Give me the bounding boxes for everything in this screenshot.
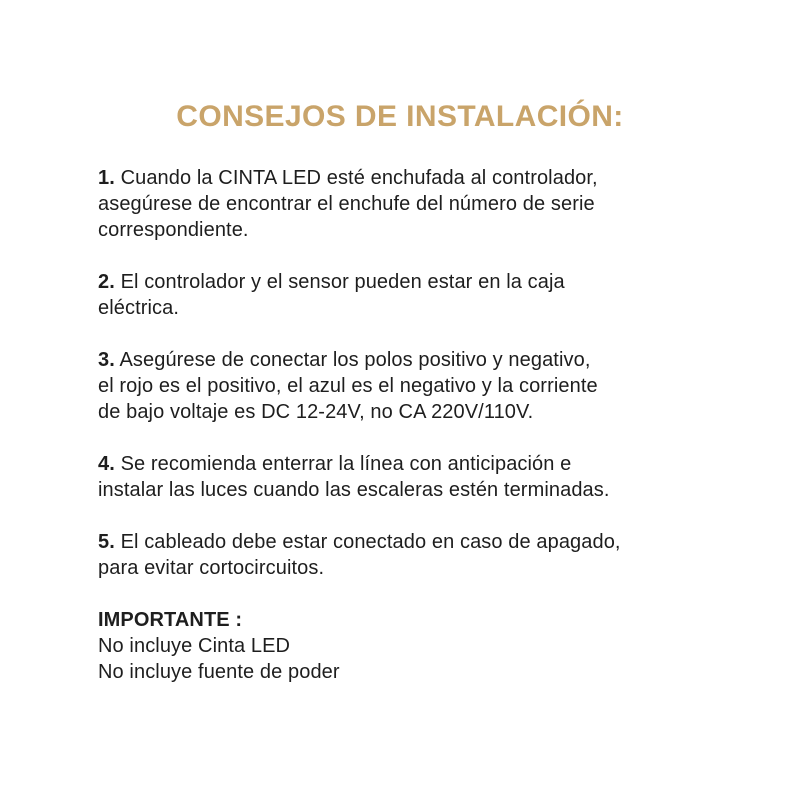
tip-item xyxy=(98,347,738,425)
important-section xyxy=(98,607,738,685)
tip-line: eléctrica. xyxy=(98,297,180,319)
tip-item xyxy=(98,451,738,503)
tip-text: Cuando la CINTA LED esté enchufada al controlador, xyxy=(120,167,598,189)
tip-item xyxy=(98,529,738,581)
tip-text: El controlador y el sensor pueden estar en la caja xyxy=(120,271,565,293)
tip-line xyxy=(98,165,738,191)
tip-number: 3. xyxy=(98,349,115,371)
tip-line: instalar las luces cuando las escaleras estén terminadas. xyxy=(98,479,610,501)
tip-line: asegúrese de encontrar el enchufe del número de serie xyxy=(98,193,595,215)
important-heading: IMPORTANTE : xyxy=(98,609,243,631)
tip-line xyxy=(98,451,738,477)
tip-number: 5. xyxy=(98,531,115,553)
tip-text: Se recomienda enterrar la línea con anticipación e xyxy=(120,453,572,475)
tip-line: el rojo es el positivo, el azul es el negativo y la corriente xyxy=(98,375,598,397)
tip-line: correspondiente. xyxy=(98,219,249,241)
tip-text: El cableado debe estar conectado en caso de apagado, xyxy=(120,531,621,553)
tip-number: 1. xyxy=(98,167,115,189)
important-note: No incluye Cinta LED xyxy=(98,635,291,657)
tip-item xyxy=(98,269,738,321)
tip-item xyxy=(98,165,738,243)
tips-list xyxy=(98,165,738,685)
tip-line: para evitar cortocircuitos. xyxy=(98,557,325,579)
tip-line xyxy=(98,347,738,373)
tip-line xyxy=(98,269,738,295)
important-note: No incluye fuente de poder xyxy=(98,661,340,683)
tip-number: 2. xyxy=(98,271,115,293)
tip-line xyxy=(98,529,738,555)
tip-number: 4. xyxy=(98,453,115,475)
tip-line: de bajo voltaje es DC 12-24V, no CA 220V/110V. xyxy=(98,401,534,423)
page-title: CONSEJOS DE INSTALACIÓN: xyxy=(176,100,624,133)
tip-text: Asegúrese de conectar los polos positivo y negativo, xyxy=(119,349,591,371)
